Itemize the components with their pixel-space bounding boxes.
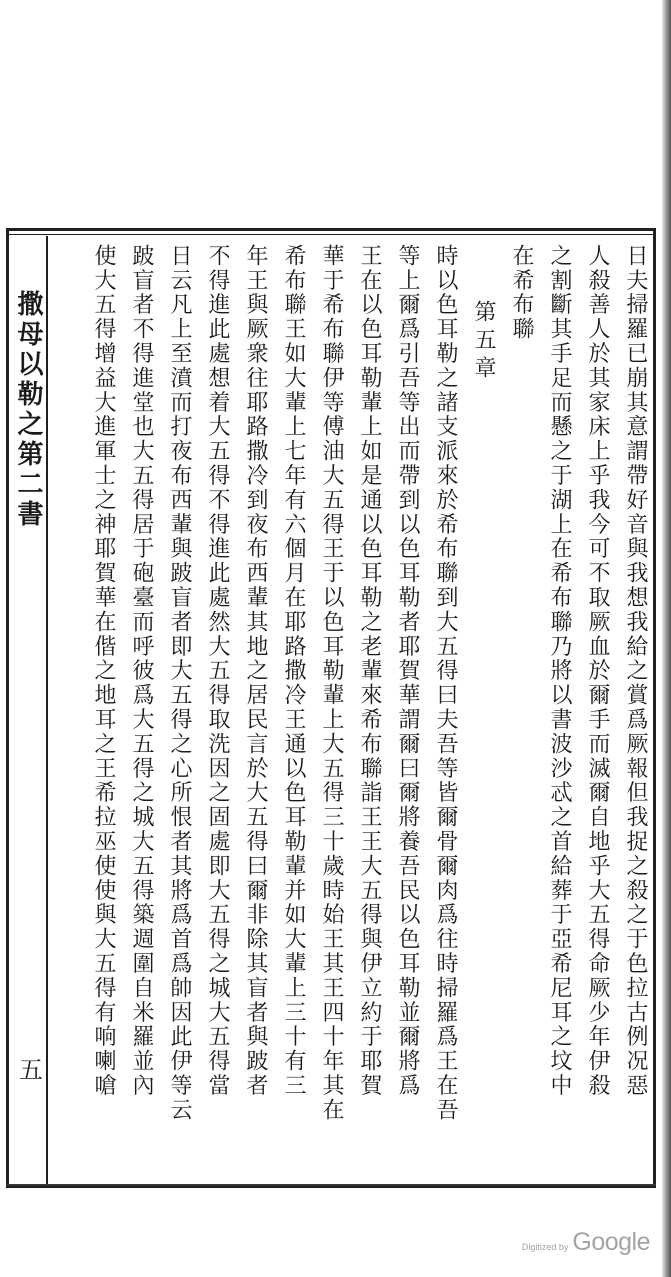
text-column: 使大五得增益大進軍士之神耶賀華在偕之地耳之王希拉巫使使與大五得有响喇嗆 [91,244,116,1098]
text-column: 年王與厥衆往耶路撒冷到夜布西輩其地之居民言於大五得曰爾非除其盲者與跛者 [243,244,268,1098]
frame-bottom-rule [6,1184,656,1186]
text-column: 人殺善人於其家床上乎我今可不取厥血於爾手而滅爾自地乎大五得命厥少年伊殺 [585,244,610,1098]
text-column: 華于希布聯伊等傅油大五得王于以色耳勒輩上大五得三十歲時始王其王四十年其在 [319,244,344,1123]
digitized-watermark [450,1228,650,1264]
text-column: 在希布聯 [509,244,534,342]
text-column: 第五章 [471,300,496,384]
text-column: 跛盲者不得進堂也大五得居于砲臺而呼彼爲大五得之城大五得築週圍自米羅並內 [129,244,154,1098]
frame-inner-rule [6,234,656,235]
text-column: 不得進此處想着大五得不得進此處然大五得取洗因之固處即大五得之城大五得當 [205,244,230,1098]
text-column: 日夫掃羅已崩其意謂帶好音與我想我給之賞爲厥報但我捉之殺之于色拉古例况惡 [623,244,648,1098]
margin-rule [46,236,48,1186]
text-column: 等上爾爲引吾等出而帶到以色耳勒者耶賀華謂爾曰爾將養吾民以色耳勒並爾將爲 [395,244,420,1098]
watermark-caption: Digitized by [521,1242,569,1252]
google-logo: Google [572,1228,650,1256]
text-column: 希布聯王如大輩上七年有六個月在耶路撒冷王通以色耳勒輩并如大輩上三十有三 [281,244,306,1098]
text-column: 王在以色耳勒輩上如是通以色耳勒之老輩來希布聯詣王王大五得與伊立約于耶賀 [357,244,382,1098]
text-column: 時以色耳勒之諸支派來於希布聯到大五得曰夫吾等皆爾骨爾肉爲往時掃羅爲王在吾 [433,244,458,1123]
text-column: 日云凡上至濆而打夜布西輩與跛盲者即大五得之心所恨者其將爲首爲帥因此伊等云 [167,244,192,1123]
page-edge-shadow [662,0,671,1277]
page-number: 五 [19,1056,43,1084]
running-title: 撒母以勒之第二書 [13,290,43,530]
text-column: 之割斷其手足而懸之于湖上在希布聯乃將以書波沙忒之首給葬于亞希尼耳之坟中 [547,244,572,1098]
